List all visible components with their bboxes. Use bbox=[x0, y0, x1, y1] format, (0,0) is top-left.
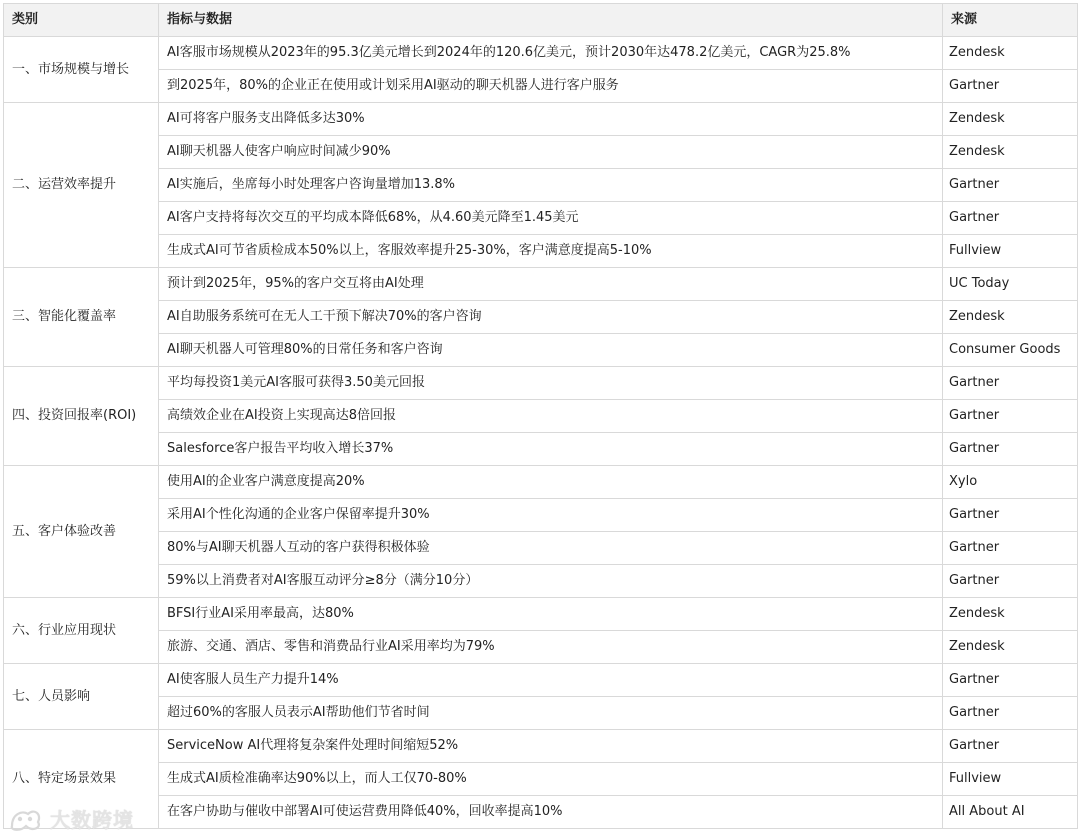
brand-logo-icon bbox=[8, 806, 44, 832]
metric-cell: 80%与AI聊天机器人互动的客户获得积极体验 bbox=[159, 532, 943, 565]
metric-cell: 生成式AI质检准确率达90%以上，而人工仅70-80% bbox=[159, 763, 943, 796]
metric-cell: BFSI行业AI采用率最高，达80% bbox=[159, 598, 943, 631]
table-row bbox=[4, 367, 1078, 400]
category-cell: 五、客户体验改善 bbox=[4, 466, 159, 598]
watermark bbox=[8, 804, 134, 833]
metric-cell: 在客户协助与催收中部署AI可使运营费用降低40%，回收率提高10% bbox=[159, 796, 943, 829]
source-cell: Gartner bbox=[943, 730, 1078, 763]
metric-cell: AI客服市场规模从2023年的95.3亿美元增长到2024年的120.6亿美元，预计2030年达478.2亿美元，CAGR为25.8% bbox=[159, 37, 943, 70]
metric-cell: AI实施后，坐席每小时处理客户咨询量增加13.8% bbox=[159, 169, 943, 202]
metric-cell: 到2025年，80%的企业正在使用或计划采用AI驱动的聊天机器人进行客户服务 bbox=[159, 70, 943, 103]
source-cell: Gartner bbox=[943, 499, 1078, 532]
table-row bbox=[4, 103, 1078, 136]
source-cell: Gartner bbox=[943, 532, 1078, 565]
metric-cell: 预计到2025年，95%的客户交互将由AI处理 bbox=[159, 268, 943, 301]
source-cell: Zendesk bbox=[943, 301, 1078, 334]
source-cell: Gartner bbox=[943, 433, 1078, 466]
metric-cell: 使用AI的企业客户满意度提高20% bbox=[159, 466, 943, 499]
metric-cell: 59%以上消费者对AI客服互动评分≥8分（满分10分） bbox=[159, 565, 943, 598]
metric-cell: AI聊天机器人可管理80%的日常任务和客户咨询 bbox=[159, 334, 943, 367]
table-row bbox=[4, 664, 1078, 697]
source-cell: Zendesk bbox=[943, 136, 1078, 169]
table-row bbox=[4, 334, 1078, 367]
source-cell: Gartner bbox=[943, 565, 1078, 598]
column-header-source: 来源 bbox=[943, 4, 1078, 37]
table-body bbox=[4, 37, 1078, 829]
source-cell: UC Today bbox=[943, 268, 1078, 301]
table-row bbox=[4, 268, 1078, 301]
metric-cell: AI客户支持将每次交互的平均成本降低68%，从4.60美元降至1.45美元 bbox=[159, 202, 943, 235]
metric-cell: 生成式AI可节省质检成本50%以上，客服效率提升25-30%，客户满意度提高5-10% bbox=[159, 235, 943, 268]
table-row bbox=[4, 169, 1078, 202]
category-cell: 七、人员影响 bbox=[4, 664, 159, 730]
table-row bbox=[4, 532, 1078, 565]
metric-cell: 超过60%的客服人员表示AI帮助他们节省时间 bbox=[159, 697, 943, 730]
table-row bbox=[4, 301, 1078, 334]
table-row bbox=[4, 730, 1078, 763]
table-row bbox=[4, 400, 1078, 433]
source-cell: Zendesk bbox=[943, 37, 1078, 70]
source-cell: Zendesk bbox=[943, 103, 1078, 136]
source-cell: All About AI bbox=[943, 796, 1078, 829]
table-row bbox=[4, 235, 1078, 268]
metric-cell: 高绩效企业在AI投资上实现高达8倍回报 bbox=[159, 400, 943, 433]
metric-cell: 旅游、交通、酒店、零售和消费品行业AI采用率均为79% bbox=[159, 631, 943, 664]
table-row bbox=[4, 433, 1078, 466]
source-cell: Gartner bbox=[943, 400, 1078, 433]
table-row bbox=[4, 763, 1078, 796]
source-cell: Gartner bbox=[943, 697, 1078, 730]
category-cell: 三、智能化覆盖率 bbox=[4, 268, 159, 367]
metric-cell: ServiceNow AI代理将复杂案件处理时间缩短52% bbox=[159, 730, 943, 763]
table-row bbox=[4, 499, 1078, 532]
source-cell: Gartner bbox=[943, 664, 1078, 697]
table-row bbox=[4, 598, 1078, 631]
source-cell: Fullview bbox=[943, 235, 1078, 268]
table-row bbox=[4, 202, 1078, 235]
source-cell: Fullview bbox=[943, 763, 1078, 796]
metric-cell: 采用AI个性化沟通的企业客户保留率提升30% bbox=[159, 499, 943, 532]
table-row bbox=[4, 466, 1078, 499]
metric-cell: 平均每投资1美元AI客服可获得3.50美元回报 bbox=[159, 367, 943, 400]
source-cell: Gartner bbox=[943, 70, 1078, 103]
table-row bbox=[4, 136, 1078, 169]
metric-cell: AI自助服务系统可在无人工干预下解决70%的客户咨询 bbox=[159, 301, 943, 334]
category-cell: 四、投资回报率(ROI) bbox=[4, 367, 159, 466]
metric-cell: AI使客服人员生产力提升14% bbox=[159, 664, 943, 697]
source-cell: Consumer Goods bbox=[943, 334, 1078, 367]
source-cell: Gartner bbox=[943, 367, 1078, 400]
metric-cell: Salesforce客户报告平均收入增长37% bbox=[159, 433, 943, 466]
table-row bbox=[4, 631, 1078, 664]
category-cell: 一、市场规模与增长 bbox=[4, 37, 159, 103]
table-header-row bbox=[4, 4, 1078, 37]
metric-cell: AI可将客户服务支出降低多达30% bbox=[159, 103, 943, 136]
source-cell: Zendesk bbox=[943, 598, 1078, 631]
watermark-text: 大数跨境 bbox=[50, 808, 134, 832]
category-cell: 六、行业应用现状 bbox=[4, 598, 159, 664]
table-row bbox=[4, 796, 1078, 829]
table-row bbox=[4, 70, 1078, 103]
source-cell: Xylo bbox=[943, 466, 1078, 499]
category-cell: 八、特定场景效果 bbox=[4, 730, 159, 829]
data-table bbox=[3, 3, 1078, 829]
category-cell: 二、运营效率提升 bbox=[4, 103, 159, 268]
source-cell: Gartner bbox=[943, 202, 1078, 235]
source-cell: Zendesk bbox=[943, 631, 1078, 664]
column-header-metric: 指标与数据 bbox=[159, 4, 943, 37]
table-row bbox=[4, 697, 1078, 730]
source-cell: Gartner bbox=[943, 169, 1078, 202]
table-row bbox=[4, 37, 1078, 70]
column-header-category: 类别 bbox=[4, 4, 159, 37]
metric-cell: AI聊天机器人使客户响应时间减少90% bbox=[159, 136, 943, 169]
table-row bbox=[4, 565, 1078, 598]
